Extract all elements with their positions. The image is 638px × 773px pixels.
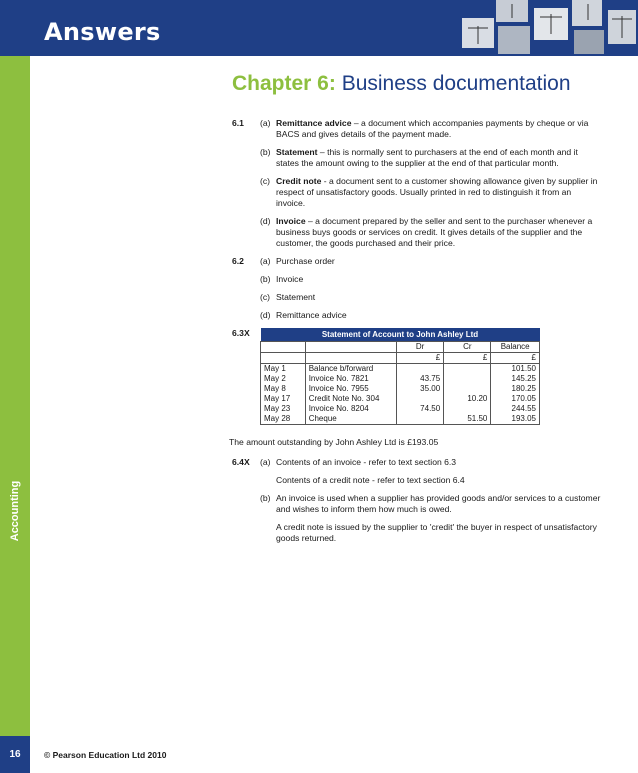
row-cr (444, 384, 491, 394)
row-dr: 74.50 (397, 404, 444, 414)
term: Invoice (276, 216, 306, 226)
row-date: May 23 (261, 404, 306, 414)
answer-text: Purchase order (276, 256, 335, 266)
item-letter: (a) (260, 457, 271, 467)
currency-symbol: £ (397, 353, 444, 364)
answer-item (260, 176, 602, 209)
answer-item (260, 292, 602, 303)
answer-text: Invoice (276, 274, 304, 284)
term: Statement (276, 147, 318, 157)
definition: – this is normally sent to purchasers at the end of each month and it states the amount owing to the supplier at the end of that particular month. (276, 147, 578, 168)
question-number: 6.2 (232, 256, 244, 266)
answer-item (260, 256, 602, 267)
table-row (261, 364, 540, 375)
row-balance: 145.25 (491, 374, 540, 384)
definition: – a document prepared by the seller and sent to the purchaser whenever a business buys goods or services on credit. It gives details of the supplier and the customer, the goods purchased and their price. (276, 216, 593, 248)
col-header-balance: Balance (491, 342, 540, 353)
item-letter: (b) (260, 274, 271, 284)
item-letter: (d) (260, 216, 271, 226)
row-balance: 193.05 (491, 414, 540, 425)
row-balance: 170.05 (491, 394, 540, 404)
page-number: 16 (0, 736, 30, 773)
row-dr: 43.75 (397, 374, 444, 384)
section-title: Answers (44, 18, 161, 46)
chapter-number: Chapter 6: (232, 72, 336, 95)
question-number: 6.4X (232, 457, 250, 467)
item-letter: (c) (260, 176, 271, 186)
row-cr: 51.50 (444, 414, 491, 425)
copyright-notice: © Pearson Education Ltd 2010 (44, 749, 167, 760)
term: Credit note (276, 176, 322, 186)
chapter-name: Business documentation (335, 72, 571, 95)
answer-item (260, 216, 602, 249)
term: Remittance advice (276, 118, 352, 128)
row-description: Invoice No. 8204 (305, 404, 396, 414)
row-date: May 28 (261, 414, 306, 425)
answer-item (260, 457, 602, 486)
answer-text: A credit note is issued by the supplier to 'credit' the buyer in respect of unsatisfactory goods returned. (276, 522, 597, 543)
item-letter: (d) (260, 310, 271, 320)
answer-item (260, 310, 602, 321)
question-6-1 (232, 118, 602, 249)
sidebar-label: Accounting (9, 480, 21, 542)
header-bar (0, 0, 638, 56)
item-letter: (b) (260, 493, 271, 503)
item-letter: (c) (260, 292, 271, 302)
table-row (261, 384, 540, 394)
currency-symbol: £ (491, 353, 540, 364)
answer-item (260, 493, 602, 544)
chapter-title (232, 72, 571, 96)
answer-item (260, 118, 602, 140)
question-6-4x (232, 457, 602, 544)
answer-item (260, 147, 602, 169)
scales-photo-strip (458, 0, 638, 56)
question-number: 6.1 (232, 118, 244, 128)
answer-item (260, 274, 602, 285)
definition: - a document sent to a customer showing allowance given by supplier in respect of unsatisfactory goods. Usually printed in red to distinguish it from an invoice. (276, 176, 598, 208)
row-cr (444, 404, 491, 414)
row-description: Invoice No. 7955 (305, 384, 396, 394)
table-title: Statement of Account to John Ashley Ltd (261, 328, 540, 342)
row-date: May 1 (261, 364, 306, 375)
item-letter: (a) (260, 256, 271, 266)
row-cr (444, 374, 491, 384)
row-date: May 2 (261, 374, 306, 384)
table-row (261, 404, 540, 414)
answer-text: Contents of a credit note - refer to text section 6.4 (276, 475, 465, 485)
table-row (261, 394, 540, 404)
answers-content (229, 118, 602, 551)
row-date: May 8 (261, 384, 306, 394)
item-letter: (b) (260, 147, 271, 157)
currency-symbol: £ (444, 353, 491, 364)
answer-text: Statement (276, 292, 316, 302)
row-balance: 180.25 (491, 384, 540, 394)
statement-table (260, 328, 540, 425)
row-balance: 244.55 (491, 404, 540, 414)
row-description: Cheque (305, 414, 396, 425)
row-cr (444, 364, 491, 375)
question-number: 6.3X (232, 328, 250, 338)
outstanding-note: The amount outstanding by John Ashley Ltd is £193.05 (229, 437, 439, 447)
sidebar-strip (0, 56, 30, 736)
row-date: May 17 (261, 394, 306, 404)
definition: – a document which accompanies payments by cheque or via BACS and gives details of the payment made. (276, 118, 589, 139)
col-header-dr: Dr (397, 342, 444, 353)
row-balance: 101.50 (491, 364, 540, 375)
row-description: Invoice No. 7821 (305, 374, 396, 384)
row-cr: 10.20 (444, 394, 491, 404)
row-dr (397, 414, 444, 425)
answer-text: An invoice is used when a supplier has provided goods and/or services to a customer and wishes to inform them how much is owed. (276, 493, 601, 514)
question-6-2 (232, 256, 602, 321)
answer-text: Contents of an invoice - refer to text section 6.3 (276, 457, 457, 467)
question-6-3x (229, 328, 602, 448)
col-header-cr: Cr (444, 342, 491, 353)
row-description: Balance b/forward (305, 364, 396, 375)
row-dr (397, 364, 444, 375)
table-row (261, 374, 540, 384)
item-letter: (a) (260, 118, 271, 128)
row-description: Credit Note No. 304 (305, 394, 396, 404)
table-row (261, 414, 540, 425)
answer-text: Remittance advice (276, 310, 347, 320)
row-dr (397, 394, 444, 404)
row-dr: 35.00 (397, 384, 444, 394)
